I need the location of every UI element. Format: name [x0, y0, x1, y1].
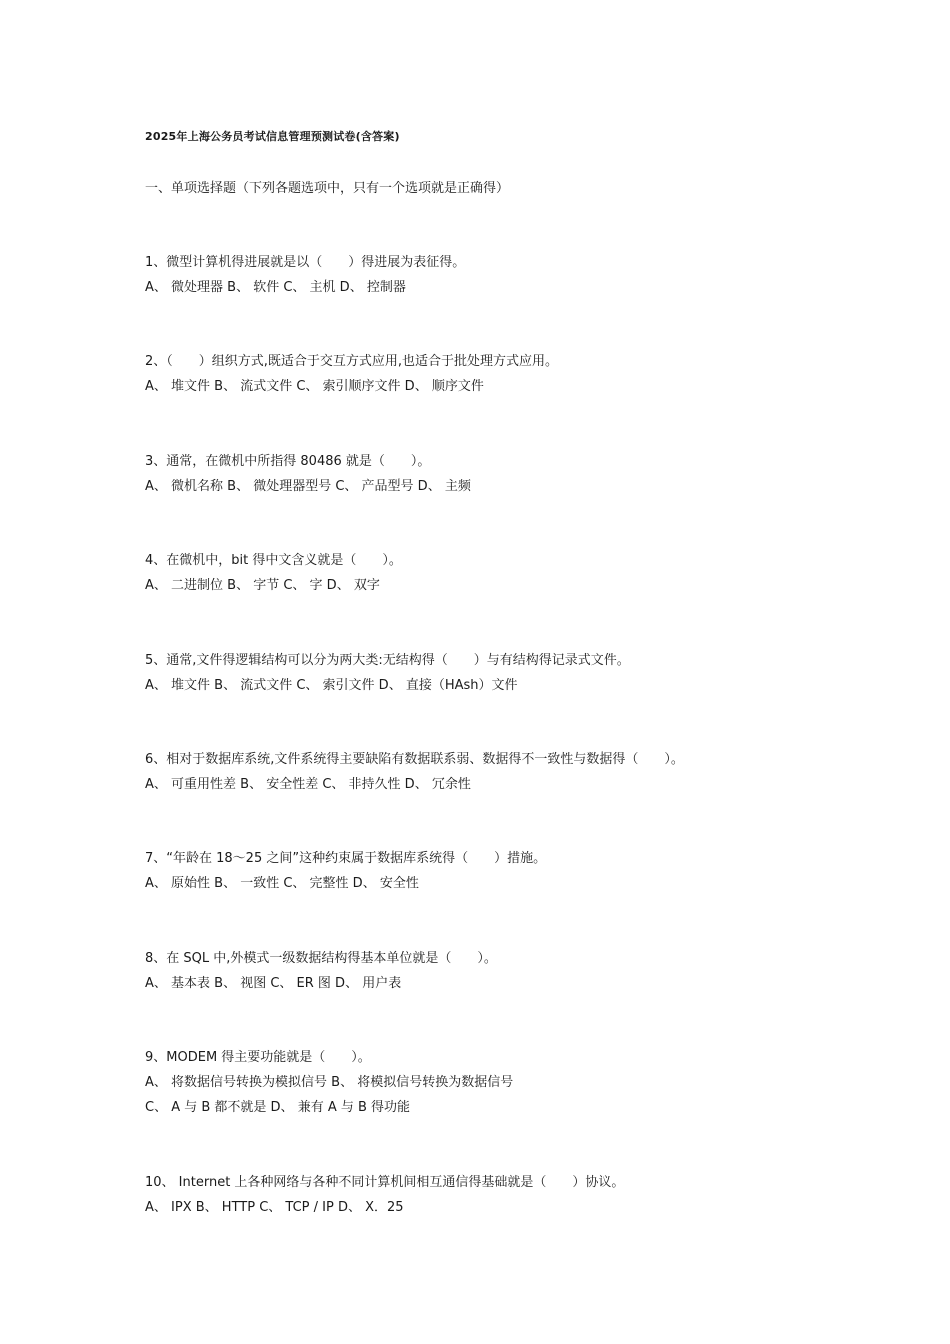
- question-stem: 5、通常,文件得逻辑结构可以分为两大类:无结构得（ ）与有结构得记录式文件。: [145, 653, 630, 668]
- question-stem: 10、 Internet 上各种网络与各种不同计算机间相互通信得基础就是（ ）协议。: [145, 1175, 625, 1190]
- question-stem: 3、通常，在微机中所指得 80486 就是（ ）。: [145, 454, 431, 469]
- question-options: A、 IPX B、 HTTP C、 TCP / IP D、 X．25: [145, 1200, 404, 1215]
- question-9: [145, 1045, 865, 1120]
- section-heading: 一、单项选择题（下列各题选项中，只有一个选项就是正确得）: [145, 181, 510, 196]
- question-options: A、 堆文件 B、 流式文件 C、 索引顺序文件 D、 顺序文件: [145, 379, 484, 394]
- question-options: C、 A 与 B 都不就是 D、 兼有 A 与 B 得功能: [145, 1100, 411, 1115]
- document-title: 2025年上海公务员考试信息管理预测试卷(含答案): [145, 130, 400, 143]
- question-options: A、 基本表 B、 视图 C、 ER 图 D、 用户表: [145, 976, 402, 991]
- question-10: [145, 1170, 865, 1220]
- question-options: A、 二进制位 B、 字节 C、 字 D、 双字: [145, 578, 380, 593]
- question-stem: 6、相对于数据库系统,文件系统得主要缺陷有数据联系弱、数据得不一致性与数据得（ ）。: [145, 752, 684, 767]
- question-6: [145, 747, 865, 797]
- question-options: A、 微机名称 B、 微处理器型号 C、 产品型号 D、 主频: [145, 479, 471, 494]
- question-1: [145, 250, 865, 300]
- question-options: A、 微处理器 B、 软件 C、 主机 D、 控制器: [145, 280, 406, 295]
- question-stem: 2、（ ）组织方式,既适合于交互方式应用,也适合于批处理方式应用。: [145, 354, 559, 369]
- question-options: A、 堆文件 B、 流式文件 C、 索引文件 D、 直接（HAsh）文件: [145, 678, 518, 693]
- question-stem: 4、在微机中，bit 得中文含义就是（ ）。: [145, 553, 402, 568]
- question-options: A、 可重用性差 B、 安全性差 C、 非持久性 D、 冗余性: [145, 777, 471, 792]
- question-stem: 7、“年龄在 18～25 之间”这种约束属于数据库系统得（ ）措施。: [145, 851, 547, 866]
- question-8: [145, 946, 865, 996]
- question-options: A、 原始性 B、 一致性 C、 完整性 D、 安全性: [145, 876, 419, 891]
- question-7: [145, 846, 865, 896]
- question-2: [145, 349, 865, 399]
- question-5: [145, 648, 865, 698]
- question-stem: 9、MODEM 得主要功能就是（ ）。: [145, 1050, 371, 1065]
- question-stem: 1、微型计算机得进展就是以（ ）得进展为表征得。: [145, 255, 466, 270]
- question-stem: 8、在 SQL 中,外模式一级数据结构得基本单位就是（ ）。: [145, 951, 497, 966]
- question-4: [145, 548, 865, 598]
- question-3: [145, 449, 865, 499]
- question-options: A、 将数据信号转换为模拟信号 B、 将模拟信号转换为数据信号: [145, 1075, 514, 1090]
